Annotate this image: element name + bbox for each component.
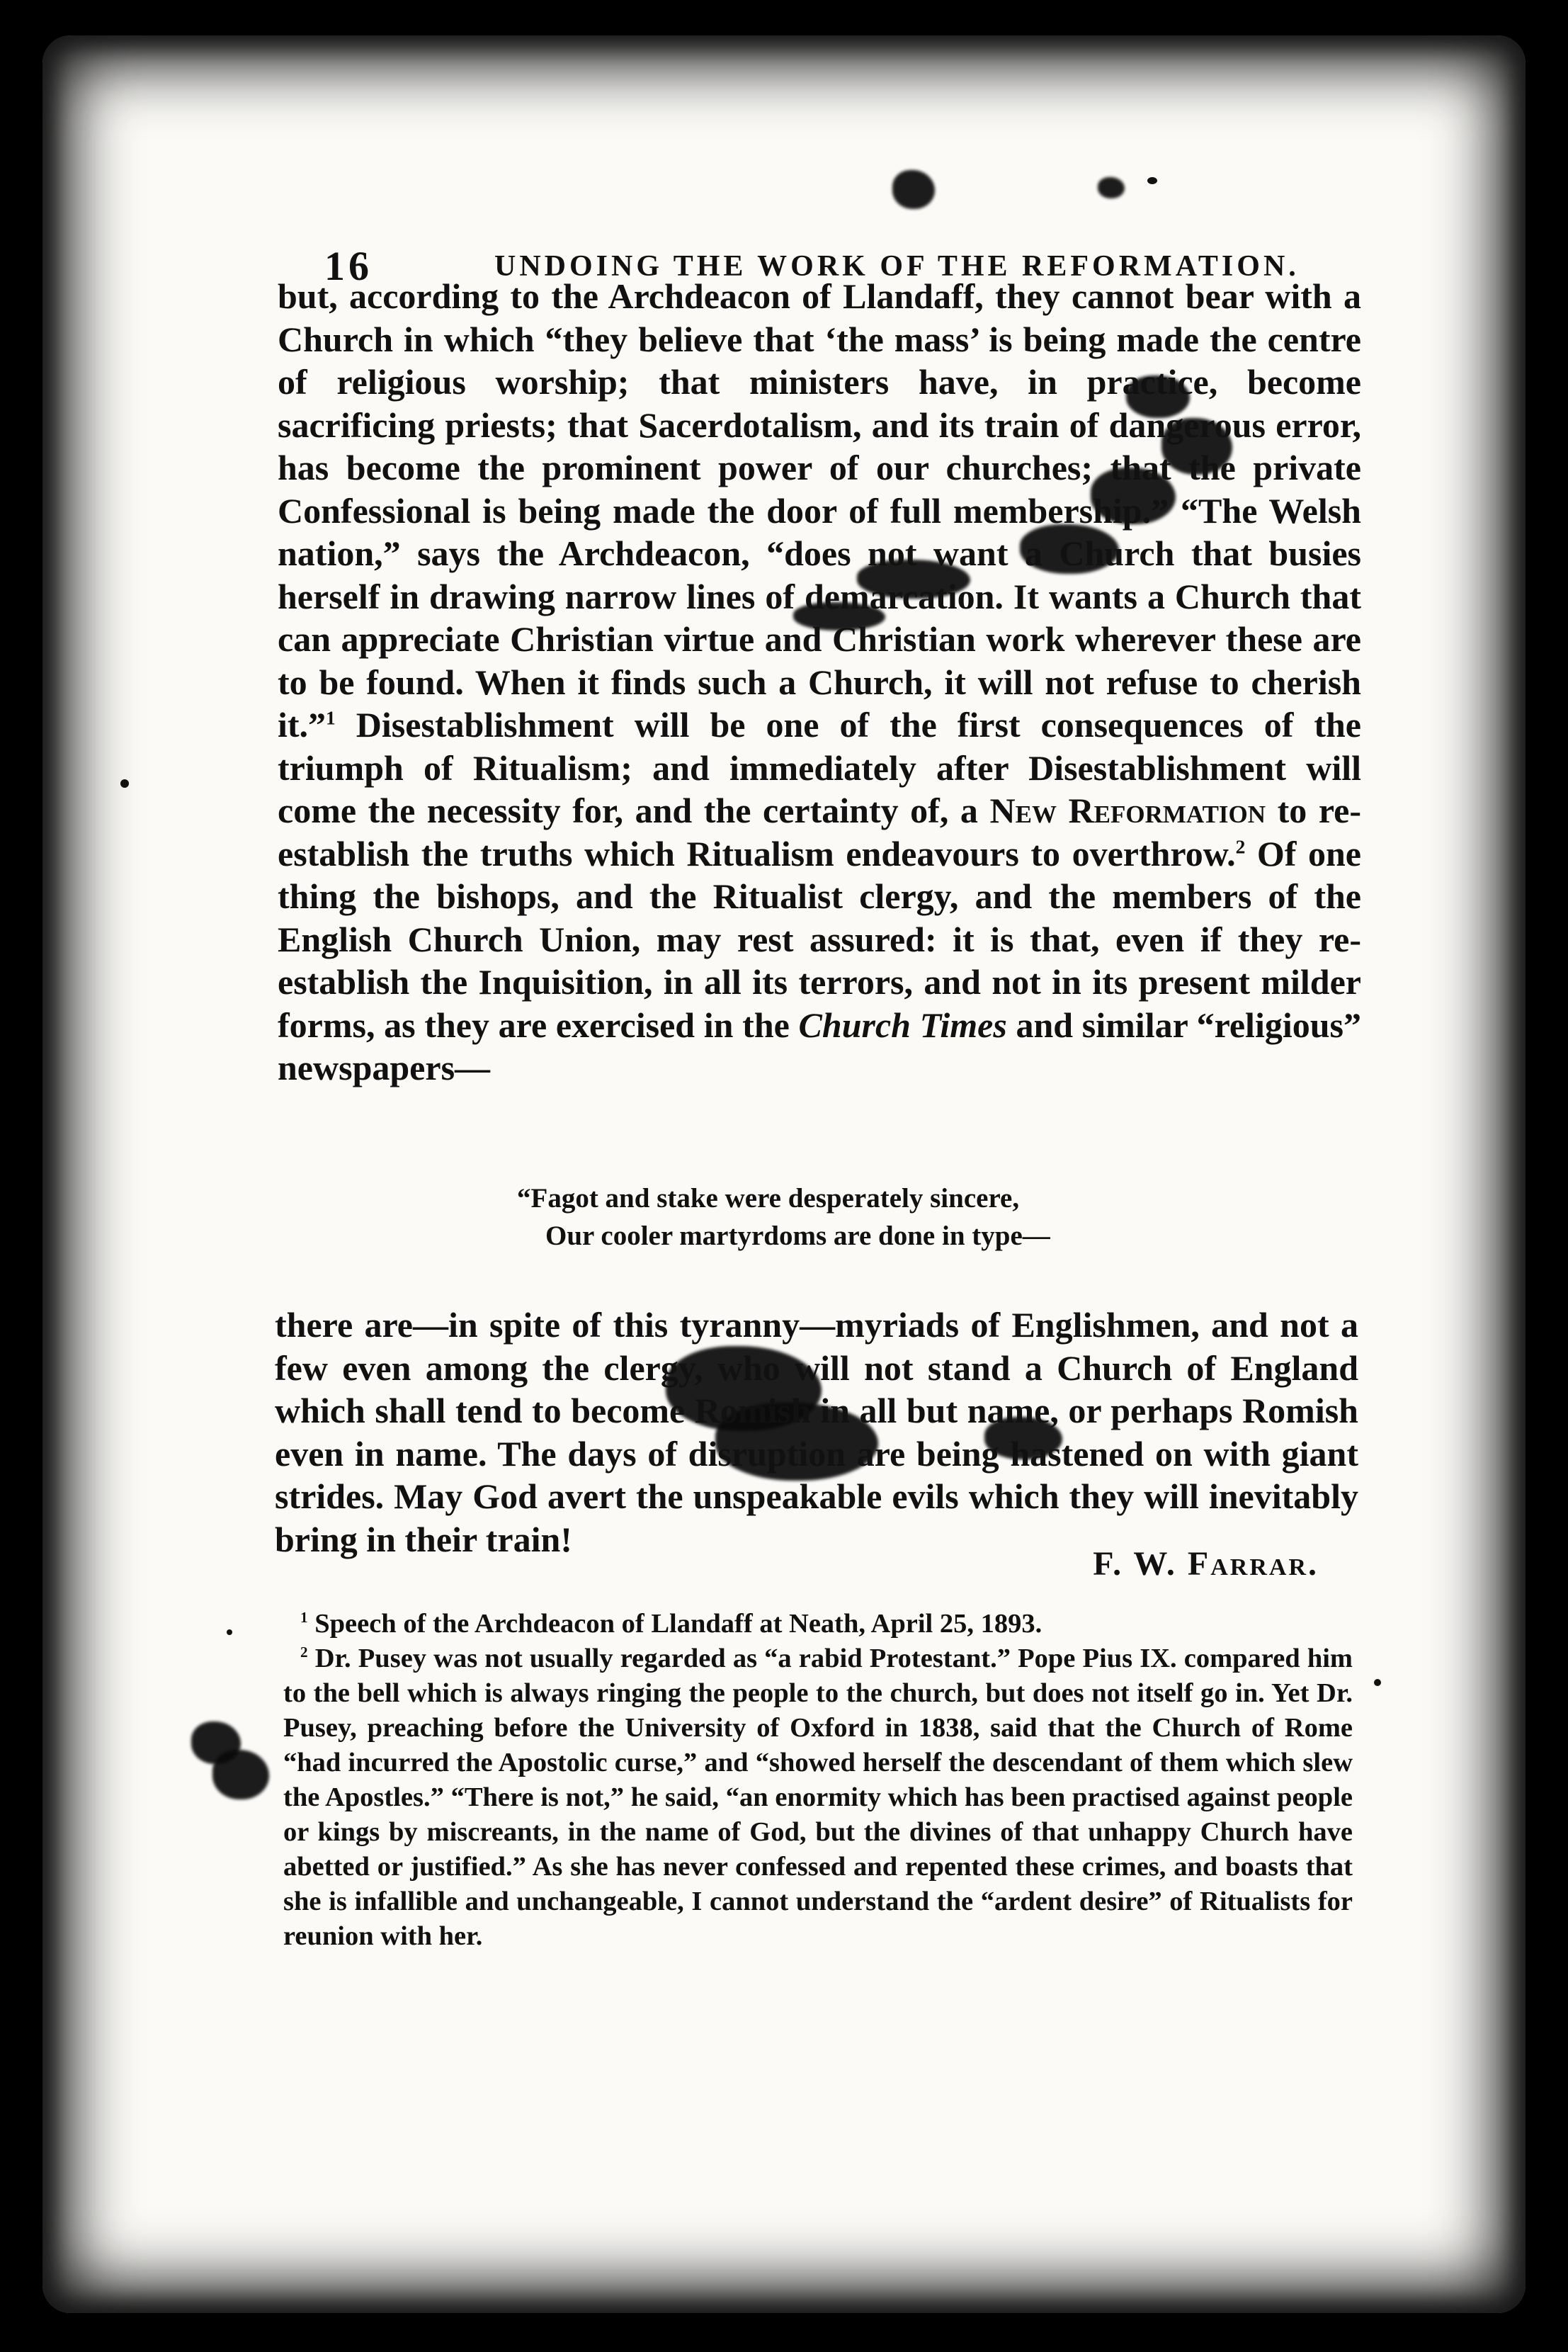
ink-speck — [227, 1629, 232, 1635]
ink-blot — [212, 1750, 269, 1799]
text-segment: but, according to the Archdeacon of Llandaff, they cannot bear with a Church in which “they believe that ‘the mass’ is being made the centre of religious worship; that ministers have, in practice, become sacrificing priests; that Sacerdotalism, and its train of dangerous error, has become the prominent power of our churches; that the private Confessional is being made the door of full membership.” “The Welsh nation,” says the Archdeacon, “does not want a Church that busies herself in drawing narrow lines of demarcation. It wants a Church that can appreciate Christian virtue and Christian work wherever these are to be found. When it finds such a Church, it will not refuse to cherish it.” — [278, 276, 1361, 745]
running-title: UNDOING THE WORK OF THE REFORMATION. — [494, 250, 1300, 283]
page-number: 16 — [324, 243, 373, 289]
text-segment: Of one thing the bishops, and the Ritualist clergy, and the members of the English Church Union, may rest assured: it is that, even if they re-establish the Inquisition, in all its terrors, and not in its present milder forms, as they are exercised in the — [278, 833, 1361, 1045]
footnote-text: Speech of the Archdeacon of Llandaff at Neath, April 25, 1893. — [307, 1609, 1043, 1639]
verse-line: “Fagot and stake were desperately sincere, — [517, 1183, 1020, 1214]
footnote-mark: 2 — [300, 1644, 308, 1661]
small-caps-phrase: New Reformation — [989, 791, 1266, 830]
footnote-2 — [283, 1641, 1353, 1954]
author-signature: F. W. Farrar. — [1093, 1545, 1319, 1583]
footnote-ref: 1 — [326, 706, 336, 729]
italic-title: Church Times — [798, 1005, 1007, 1045]
footnotes — [283, 1607, 1353, 1954]
footnote-ref: 2 — [1235, 835, 1246, 857]
ink-blot — [1098, 177, 1125, 198]
text-segment: there are—in spite of this tyranny—myriads of Englishmen, and not a few even among the clergy, who will not stand a Church of England which shall tend to become Romish in all but name, or perhaps Romish even in name. The days of disruption are being hastened on with giant strides. May God avert the unspeakable evils which they will inevitably bring in their train! — [275, 1305, 1358, 1559]
verse-line: Our cooler martyrdoms are done in type— — [545, 1221, 1050, 1251]
text-segment: Disestablishment will be one of the first consequences of the triumph of Ritualism; and immediately after Disestablishment will come the necessity for, and the certainty of, a — [278, 705, 1361, 830]
text-segment: to re-establish the truths which Ritualism endeavours to overthrow. — [278, 791, 1361, 873]
footnote-text: Dr. Pusey was not usually regarded as “a rabid Protestant.” Pope Pius IX. compared him to the bell which is always ringing the people to the church, but does not itself go in. Yet Dr. Pusey, preaching before the University of Oxford in 1838, said that the Church of Rome “had incurred the Apostolic curse,” and “showed herself the descendant of them which slew the Apostles.” “There is not,” he said, “an enormity which has been practised against people or kings by miscreants, in the name of God, but the divines of that unhappy Church have abetted or justified.” As she has never confessed and repented these crimes, and boasts that she is infallible and unchangeable, I cannot understand the “ardent desire” of Ritualists for reunion with her. — [283, 1644, 1353, 1951]
ink-speck — [1147, 177, 1157, 184]
footnote-1 — [283, 1607, 1353, 1641]
ink-blot — [892, 170, 935, 209]
main-paragraph — [278, 275, 1361, 1090]
ink-speck — [1374, 1679, 1381, 1686]
verse-quote — [517, 1180, 1197, 1255]
text-segment: and similar “religious” newspapers— — [278, 1005, 1361, 1087]
ink-speck — [120, 779, 129, 788]
footnote-mark: 1 — [300, 1609, 308, 1627]
